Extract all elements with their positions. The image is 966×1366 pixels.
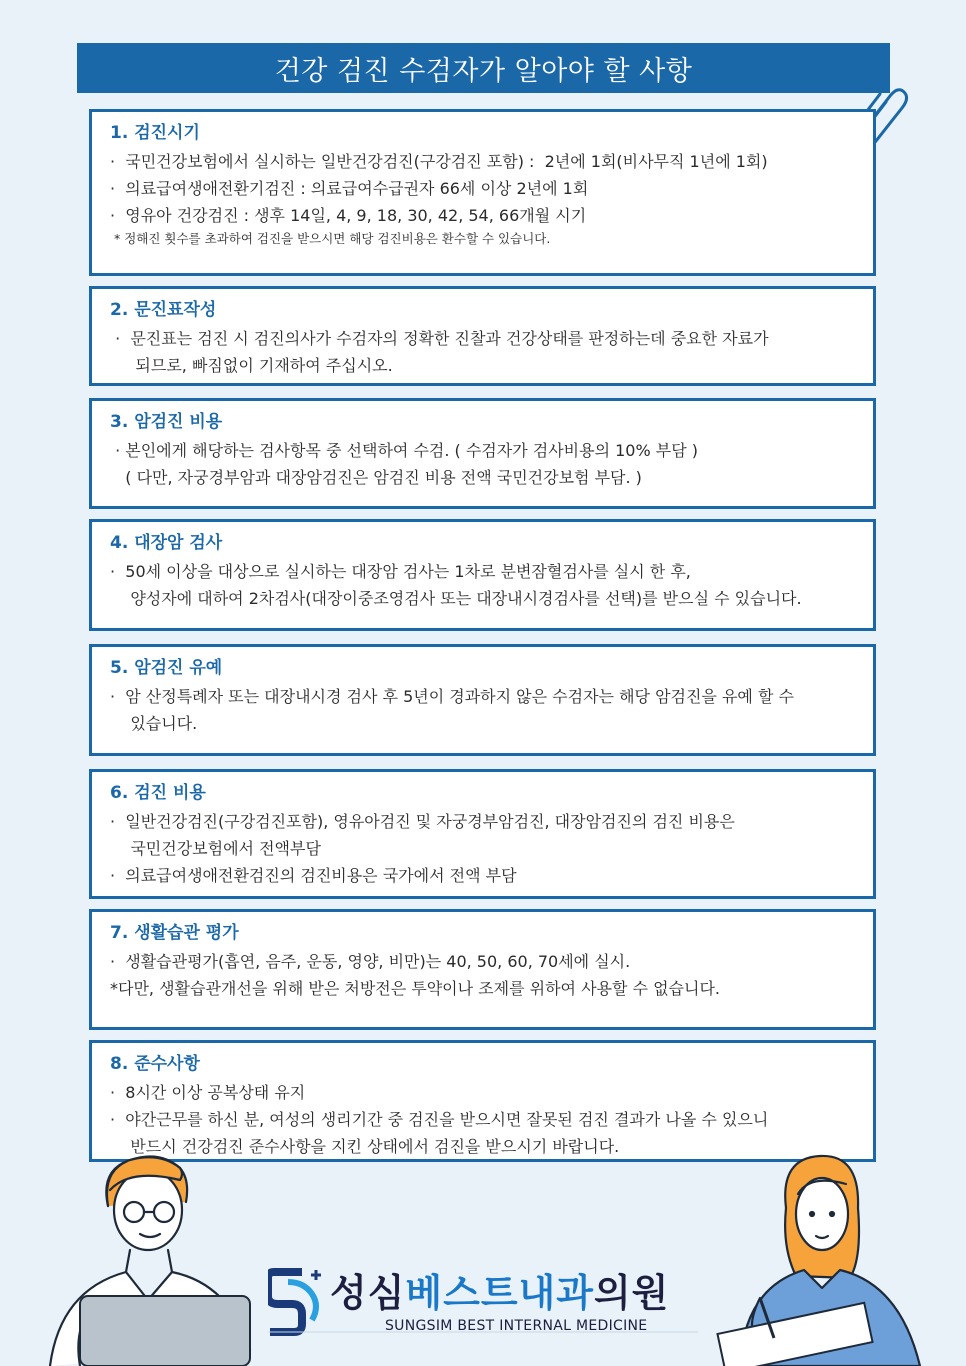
section-cancer-screening-cost	[89, 398, 876, 509]
woman-writing-illustration	[700, 1148, 960, 1366]
brand-part: 의원	[593, 1271, 670, 1315]
section-title: 3. 암검진 비용	[110, 412, 223, 432]
section-line: · 일반건강검진(구강검진포함), 영유아검진 및 자궁경부암검진, 대장암검진의 검진 비용은	[110, 812, 735, 831]
section-title: 4. 대장암 검사	[110, 533, 223, 553]
section-line: · 본인에게 해당하는 검사항목 중 선택하여 수검. ( 수검자가 검사비용의 10% 부담 )	[110, 441, 699, 460]
clinic-english-name: SUNGSIM BEST INTERNAL MEDICINE	[385, 1318, 648, 1334]
section-title: 5. 암검진 유예	[110, 658, 223, 678]
section-note: * 정해진 횟수를 초과하여 검진을 받으시면 해당 검진비용은 환수할 수 있습니다.	[110, 231, 551, 246]
clinic-name	[330, 1262, 669, 1317]
section-line: · 암 산정특례자 또는 대장내시경 검사 후 5년이 경과하지 않은 수검자는 해당 암검진을 유예 할 수	[110, 687, 794, 706]
brand-part: 성심	[330, 1271, 406, 1315]
section-line: · 의료급여생애전환기검진 : 의료급여수급권자 66세 이상 2년에 1회	[110, 179, 589, 198]
section-title: 7. 생활습관 평가	[110, 923, 239, 943]
section-line: 반드시 건강검진 준수사항을 지킨 상태에서 검진을 받으시기 바랍니다.	[110, 1137, 620, 1156]
section-line: *다만, 생활습관개선을 위해 받은 처방전은 투약이나 조제를 위하여 사용할 수 없습니다.	[110, 979, 720, 998]
section-line: · 의료급여생애전환검진의 검진비용은 국가에서 전액 부담	[110, 866, 517, 885]
section-title: 6. 검진 비용	[110, 783, 206, 803]
section-line: 되므로, 빠짐없이 기재하여 주십시오.	[110, 356, 393, 375]
section-line: 양성자에 대하여 2차검사(대장이중조영검사 또는 대장내시경검사를 선택)를 받으실 수 있습니다.	[110, 589, 802, 608]
section-line: · 문진표는 검진 시 검진의사가 수검자의 정확한 진찰과 건강상태를 판정하는데 중요한 자료가	[110, 329, 769, 348]
section-precautions	[89, 1040, 876, 1162]
section-line: 국민건강보험에서 전액부담	[110, 839, 321, 858]
section-line: · 국민건강보험에서 실시하는 일반건강검진(구강검진 포함) : 2년에 1회(비사무직 1년에 1회)	[110, 152, 768, 171]
section-checkup-cost	[89, 769, 876, 899]
section-line: · 영유아 건강검진 : 생후 14일, 4, 9, 18, 30, 42, 54, 66개월 시기	[110, 206, 587, 225]
section-lifestyle-evaluation	[89, 909, 876, 1030]
section-questionnaire	[89, 286, 876, 386]
section-line: · 생활습관평가(흡연, 음주, 운동, 영양, 비만)는 40, 50, 60, 70세에 실시.	[110, 952, 631, 971]
section-title: 8. 준수사항	[110, 1054, 200, 1074]
section-title: 2. 문진표작성	[110, 300, 217, 320]
section-line: 있습니다.	[110, 714, 198, 733]
page-title: 건강 검진 수검자가 알아야 할 사항	[77, 43, 890, 93]
section-colon-cancer-test	[89, 519, 876, 631]
brand-part: 베스트내과	[405, 1271, 594, 1315]
man-with-laptop-illustration	[30, 1150, 290, 1366]
section-line: · 8시간 이상 공복상태 유지	[110, 1083, 306, 1102]
section-checkup-timing	[89, 109, 876, 276]
section-line: · 50세 이상을 대상으로 실시하는 대장암 검사는 1차로 분변잠혈검사를 실시 한 후,	[110, 562, 691, 581]
section-line: · 야간근무를 하신 분, 여성의 생리기간 중 검진을 받으시면 잘못된 검진 결과가 나올 수 있으니	[110, 1110, 769, 1129]
section-line: ( 다만, 자궁경부암과 대장암검진은 암검진 비용 전액 국민건강보험 부담. )	[110, 468, 642, 487]
section-cancer-screening-deferral	[89, 644, 876, 756]
section-title: 1. 검진시기	[110, 123, 200, 143]
